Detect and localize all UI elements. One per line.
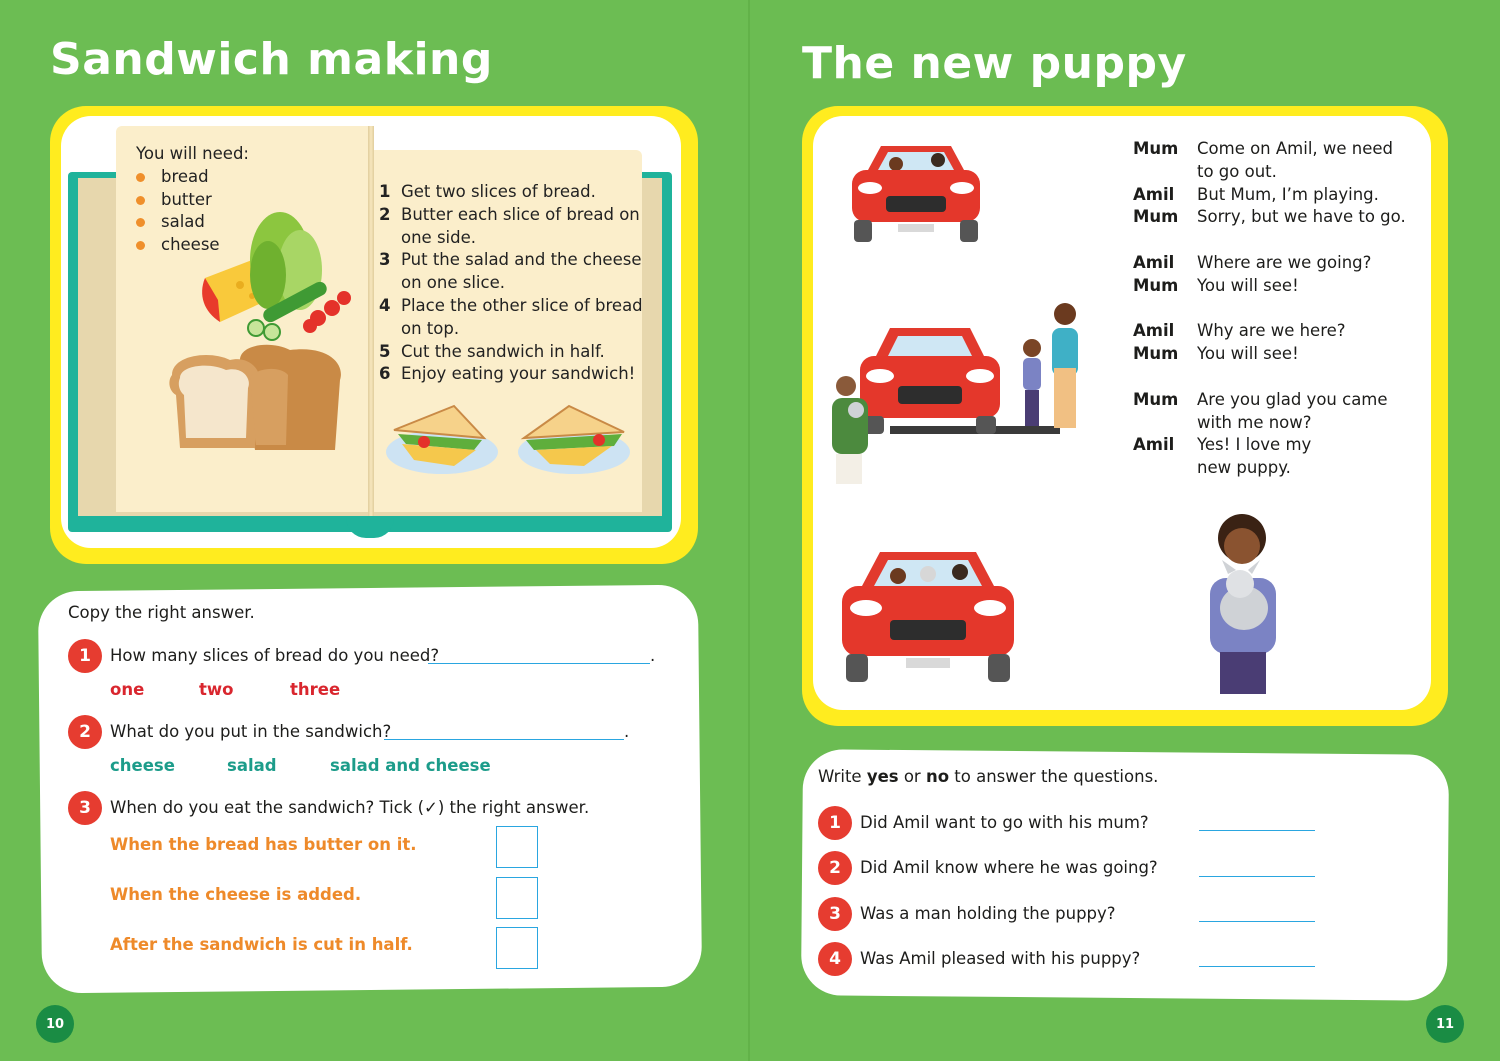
ingredient-item: cheese: [136, 234, 249, 257]
method-step: on top.: [401, 318, 460, 338]
option-two: two: [199, 680, 234, 699]
question-2-period: .: [624, 722, 630, 741]
question-number-badge: 3: [818, 897, 852, 931]
option-cheese-added: When the cheese is added.: [110, 885, 362, 904]
ingredient-item: bread: [136, 166, 249, 189]
question-1-answer-line[interactable]: [428, 663, 650, 664]
tick-box[interactable]: [496, 826, 538, 868]
option-cut-in-half: After the sandwich is cut in half.: [110, 935, 413, 954]
option-salad-and-cheese: salad and cheese: [330, 756, 491, 775]
dialogue-line: to go out.: [1197, 161, 1277, 181]
question-2-answer-line[interactable]: [384, 739, 624, 740]
option-three: three: [290, 680, 341, 699]
ingredient-item: butter: [136, 189, 249, 212]
car-with-family-illustration: [846, 140, 986, 250]
method-step: one side.: [401, 227, 476, 247]
boy-with-puppy-illustration: [1190, 512, 1290, 696]
page-title: Sandwich making: [50, 34, 493, 85]
question-number-badge: 4: [818, 942, 852, 976]
question-number-badge: 3: [68, 791, 102, 825]
method-steps: [379, 181, 643, 386]
you-will-need-label: You will need:: [136, 144, 249, 163]
dialogue-line: Amil Yes! I love my: [1133, 435, 1312, 455]
page-number: 10: [36, 1005, 74, 1043]
method-step: 1 Get two slices of bread.: [379, 182, 596, 201]
dialogue-line: with me now?: [1197, 412, 1312, 432]
method-step: on one slice.: [401, 273, 505, 293]
answer-line[interactable]: [1199, 876, 1315, 877]
tick-box[interactable]: [496, 877, 538, 919]
question-2-text: What do you put in the sandwich?: [110, 722, 392, 741]
method-step: 4 Place the other slice of bread: [379, 295, 643, 315]
question-text: Was Amil pleased with his puppy?: [860, 949, 1141, 968]
question-text: Did Amil want to go with his mum?: [860, 813, 1149, 832]
question-3-text: When do you eat the sandwich? Tick (✓) the right answer.: [110, 798, 590, 817]
questions-intro: Write yes or no to answer the questions.: [818, 767, 1159, 786]
method-step: 6 Enjoy eating your sandwich!: [379, 364, 636, 384]
question-text: Did Amil know where he was going?: [860, 858, 1158, 877]
car-with-man-illustration: [830, 298, 1120, 488]
question-1-text: How many slices of bread do you need?: [110, 646, 440, 665]
question-number-badge: 2: [68, 715, 102, 749]
question-text: Was a man holding the puppy?: [860, 904, 1116, 923]
option-salad: salad: [227, 756, 277, 775]
question-1-period: .: [650, 646, 656, 665]
dialogue-line: Mum Are you glad you came: [1133, 389, 1388, 409]
puppy-icon: [1220, 560, 1268, 630]
option-cheese: cheese: [110, 756, 175, 775]
answer-line[interactable]: [1199, 830, 1315, 831]
boy-icon: [1023, 339, 1041, 426]
ingredient-item: salad: [136, 211, 249, 234]
ingredients-block: [136, 143, 249, 257]
dialogue-line: new puppy.: [1197, 458, 1291, 478]
page-number: 11: [1426, 1005, 1464, 1043]
ingredient-list: [136, 166, 249, 257]
mum-icon: [1052, 303, 1078, 428]
answer-line[interactable]: [1199, 966, 1315, 967]
question-number-badge: 1: [818, 806, 852, 840]
dialogue-line: Mum You will see!: [1133, 275, 1299, 295]
dialogue-line: Mum Come on Amil, we need: [1133, 139, 1394, 158]
method-step: 5 Cut the sandwich in half.: [379, 341, 605, 361]
option-bread-butter: When the bread has butter on it.: [110, 835, 417, 854]
question-number-badge: 2: [818, 851, 852, 885]
answer-line[interactable]: [1199, 921, 1315, 922]
sandwich-illustration: [384, 400, 634, 480]
questions-intro: Copy the right answer.: [68, 603, 255, 622]
dialogue-line: Amil But Mum, I’m playing.: [1133, 184, 1379, 204]
right-page: [750, 0, 1500, 1061]
tick-box[interactable]: [496, 927, 538, 969]
option-one: one: [110, 680, 145, 699]
method-step: 2 Butter each slice of bread on: [379, 204, 640, 224]
question-number-badge: 1: [68, 639, 102, 673]
page-title: The new puppy: [802, 38, 1187, 89]
story-dialogue: [1133, 138, 1406, 480]
dialogue-line: Mum Sorry, but we have to go.: [1133, 207, 1406, 227]
method-block: [379, 181, 643, 386]
car-with-puppy-illustration: [838, 546, 1018, 688]
bread-icon: [169, 345, 341, 450]
dialogue-line: Mum You will see!: [1133, 344, 1299, 364]
method-step: 3 Put the salad and the cheese: [379, 250, 642, 270]
dialogue-line: Amil Where are we going?: [1133, 252, 1372, 272]
dialogue-line: Amil Why are we here?: [1133, 321, 1346, 341]
